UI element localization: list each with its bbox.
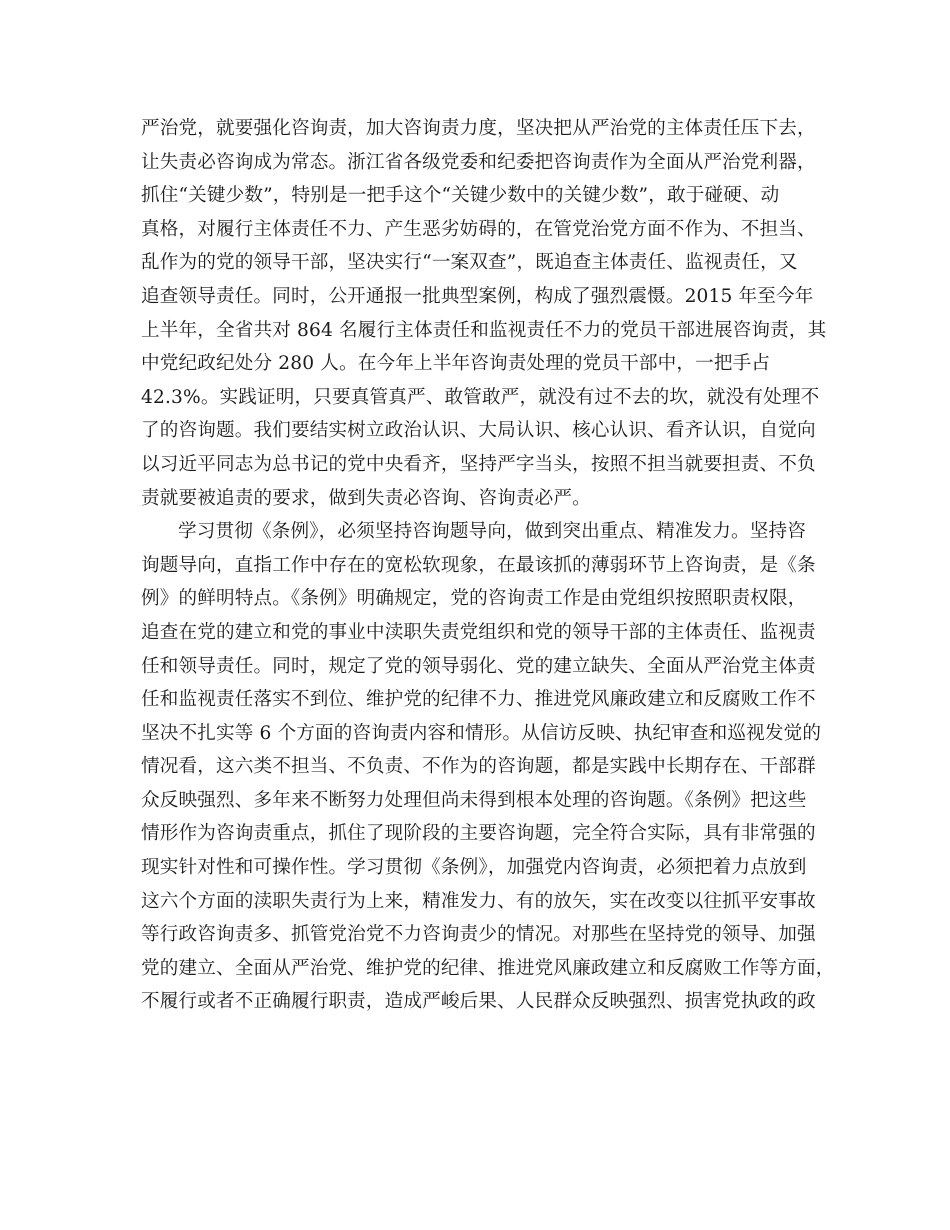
text-line: 中党纪政纪处分 280 人。在今年上半年咨询责处理的党员干部中，一把手占 — [141, 353, 771, 375]
text-line: 等行政咨询责多、抓管党治党不力咨询责少的情况。对那些在坚持党的领导、加强 — [141, 924, 816, 946]
text-line: 例》的鲜明特点。《条例》明确规定，党的咨询责工作是由党组织按照职责权限， — [141, 588, 807, 610]
text-line: 坚决不扎实等 6 个方面的咨询责内容和情形。从信访反映、执纪审查和巡视发觉的 — [141, 722, 822, 744]
text-line: 抓住“关键少数”，特别是一把手这个“关键少数中的关键少数”，敢于碰硬、动 — [141, 185, 780, 207]
text-line: 情况看，这六类不担当、不负责、不作为的咨询题，都是实践中长期存在、干部群 — [141, 756, 816, 778]
text-line: 让失责必咨询成为常态。浙江省各级党委和纪委把咨询责作为全面从严治党利器， — [141, 151, 816, 173]
text-line: 现实针对性和可操作性。学习贯彻《条例》，加强党内咨询责，必须把着力点放到 — [141, 857, 807, 879]
paragraph-2 — [141, 515, 835, 1019]
text-line: 党的建立、全面从严治党、维护党的纪律、推进党风廉政建立和反腐败工作等方面， — [141, 957, 835, 979]
paragraph-1 — [141, 112, 831, 515]
text-line: 这六个方面的渎职失责行为上来，精准发力、有的放矢，实在改变以往抓平安事故 — [141, 890, 816, 912]
text-line: 学习贯彻《条例》，必须坚持咨询题导向，做到突出重点、精准发力。坚持咨 — [178, 521, 806, 543]
text-line: 询题导向，直指工作中存在的宽松软现象，在最该抓的薄弱环节上咨询责，是《条 — [141, 554, 816, 576]
document-body — [141, 112, 835, 1019]
text-line: 情形作为咨询责重点，抓住了现阶段的主要咨询题，完全符合实际，具有非常强的 — [141, 823, 816, 845]
text-line: 上半年，全省共对 864 名履行主体责任和监视责任不力的党员干部进展咨询责，其 — [141, 319, 827, 341]
text-line: 众反映强烈、多年来不断努力处理但尚未得到根本处理的咨询题。《条例》把这些 — [141, 789, 807, 811]
text-line: 责就要被追责的要求，做到失责必咨询、咨询责必严。 — [141, 487, 591, 509]
text-line: 不履行或者不正确履行职责，造成严峻后果、人民群众反映强烈、损害党执政的政 — [141, 991, 816, 1013]
text-line: 任和监视责任落实不到位、维护党的纪律不力、推进党风廉政建立和反腐败工作不 — [141, 689, 816, 711]
text-line: 42.3%。实践证明，只要真管真严、敢管敢严，就没有过不去的坎，就没有处理不 — [141, 386, 820, 408]
text-line: 追查领导责任。同时，公开通报一批典型案例，构成了强烈震慑。2015 年至今年 — [141, 285, 814, 307]
text-line: 真格，对履行主体责任不力、产生恶劣妨碍的，在管党治党方面不作为、不担当、 — [141, 218, 816, 240]
text-line: 追查在党的建立和党的事业中渎职失责党组织和党的领导干部的主体责任、监视责 — [141, 621, 816, 643]
text-line: 任和领导责任。同时，规定了党的领导弱化、党的建立缺失、全面从严治党主体责 — [141, 655, 816, 677]
text-line: 乱作为的党的领导干部，坚决实行“一案双查”，既追查主体责任、监视责任，又 — [141, 252, 798, 274]
text-line: 了的咨询题。我们要结实树立政治认识、大局认识、核心认识、看齐认识，自觉向 — [141, 420, 816, 442]
text-line: 以习近平同志为总书记的党中央看齐，坚持严字当头，按照不担当就要担责、不负 — [141, 453, 816, 475]
text-line: 严治党，就要强化咨询责，加大咨询责力度，坚决把从严治党的主体责任压下去， — [141, 118, 816, 139]
